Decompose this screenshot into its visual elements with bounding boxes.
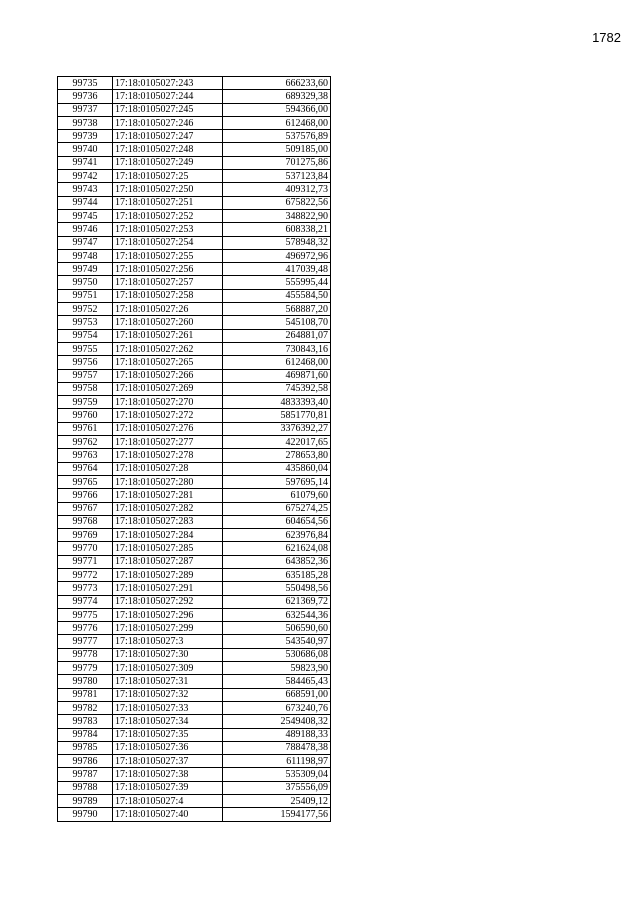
cadastral-number-cell: 17:18:0105027:243 bbox=[113, 77, 223, 90]
row-number-cell: 99769 bbox=[58, 529, 113, 542]
table-row bbox=[58, 595, 331, 608]
table-row bbox=[58, 369, 331, 382]
table-row bbox=[58, 489, 331, 502]
cadastral-value-cell: 584465,43 bbox=[223, 675, 331, 688]
cadastral-value-cell: 5851770,81 bbox=[223, 409, 331, 422]
row-number-cell: 99739 bbox=[58, 130, 113, 143]
row-number-cell: 99746 bbox=[58, 223, 113, 236]
cadastral-value-cell: 545108,70 bbox=[223, 316, 331, 329]
cadastral-number-cell: 17:18:0105027:3 bbox=[113, 635, 223, 648]
cadastral-value-cell: 3376392,27 bbox=[223, 422, 331, 435]
cadastral-number-cell: 17:18:0105027:30 bbox=[113, 648, 223, 661]
cadastral-value-cell: 469871,60 bbox=[223, 369, 331, 382]
row-number-cell: 99735 bbox=[58, 77, 113, 90]
cadastral-number-cell: 17:18:0105027:4 bbox=[113, 795, 223, 808]
row-number-cell: 99747 bbox=[58, 236, 113, 249]
cadastral-number-cell: 17:18:0105027:287 bbox=[113, 555, 223, 568]
table-row bbox=[58, 675, 331, 688]
row-number-cell: 99745 bbox=[58, 209, 113, 222]
table-row bbox=[58, 329, 331, 342]
cadastral-number-cell: 17:18:0105027:292 bbox=[113, 595, 223, 608]
cadastral-number-cell: 17:18:0105027:256 bbox=[113, 263, 223, 276]
row-number-cell: 99750 bbox=[58, 276, 113, 289]
cadastral-number-cell: 17:18:0105027:291 bbox=[113, 582, 223, 595]
table-row bbox=[58, 755, 331, 768]
row-number-cell: 99767 bbox=[58, 502, 113, 515]
row-number-cell: 99785 bbox=[58, 741, 113, 754]
cadastral-number-cell: 17:18:0105027:283 bbox=[113, 515, 223, 528]
cadastral-value-cell: 597695,14 bbox=[223, 475, 331, 488]
row-number-cell: 99743 bbox=[58, 183, 113, 196]
cadastral-number-cell: 17:18:0105027:251 bbox=[113, 196, 223, 209]
cadastral-value-cell: 594366,00 bbox=[223, 103, 331, 116]
cadastral-value-cell: 264881,07 bbox=[223, 329, 331, 342]
page-number: 1782 bbox=[592, 30, 621, 45]
table-row bbox=[58, 130, 331, 143]
cadastral-value-cell: 675274,25 bbox=[223, 502, 331, 515]
row-number-cell: 99748 bbox=[58, 249, 113, 262]
table-row bbox=[58, 90, 331, 103]
cadastral-number-cell: 17:18:0105027:38 bbox=[113, 768, 223, 781]
row-number-cell: 99751 bbox=[58, 289, 113, 302]
cadastral-value-cell: 506590,60 bbox=[223, 622, 331, 635]
cadastral-number-cell: 17:18:0105027:309 bbox=[113, 662, 223, 675]
cadastral-number-cell: 17:18:0105027:282 bbox=[113, 502, 223, 515]
row-number-cell: 99786 bbox=[58, 755, 113, 768]
cadastral-number-cell: 17:18:0105027:37 bbox=[113, 755, 223, 768]
row-number-cell: 99749 bbox=[58, 263, 113, 276]
table-row bbox=[58, 449, 331, 462]
cadastral-number-cell: 17:18:0105027:257 bbox=[113, 276, 223, 289]
cadastral-value-cell: 632544,36 bbox=[223, 608, 331, 621]
cadastral-number-cell: 17:18:0105027:252 bbox=[113, 209, 223, 222]
cadastral-number-cell: 17:18:0105027:270 bbox=[113, 396, 223, 409]
row-number-cell: 99780 bbox=[58, 675, 113, 688]
table-row bbox=[58, 316, 331, 329]
cadastral-value-cell: 348822,90 bbox=[223, 209, 331, 222]
table-row bbox=[58, 276, 331, 289]
table-row bbox=[58, 143, 331, 156]
row-number-cell: 99759 bbox=[58, 396, 113, 409]
table-row bbox=[58, 236, 331, 249]
row-number-cell: 99742 bbox=[58, 170, 113, 183]
cadastral-value-cell: 496972,96 bbox=[223, 249, 331, 262]
cadastral-value-cell: 422017,65 bbox=[223, 436, 331, 449]
cadastral-number-cell: 17:18:0105027:40 bbox=[113, 808, 223, 821]
cadastral-number-cell: 17:18:0105027:276 bbox=[113, 422, 223, 435]
table-row bbox=[58, 648, 331, 661]
cadastral-value-cell: 675822,56 bbox=[223, 196, 331, 209]
table-row bbox=[58, 542, 331, 555]
table-row bbox=[58, 289, 331, 302]
cadastral-value-cell: 643852,36 bbox=[223, 555, 331, 568]
cadastral-number-cell: 17:18:0105027:285 bbox=[113, 542, 223, 555]
row-number-cell: 99763 bbox=[58, 449, 113, 462]
cadastral-value-cell: 455584,50 bbox=[223, 289, 331, 302]
table-row bbox=[58, 356, 331, 369]
cadastral-value-cell: 61079,60 bbox=[223, 489, 331, 502]
table-row bbox=[58, 741, 331, 754]
row-number-cell: 99741 bbox=[58, 156, 113, 169]
table-row bbox=[58, 396, 331, 409]
row-number-cell: 99781 bbox=[58, 688, 113, 701]
cadastral-number-cell: 17:18:0105027:34 bbox=[113, 715, 223, 728]
cadastral-number-cell: 17:18:0105027:253 bbox=[113, 223, 223, 236]
table-row bbox=[58, 249, 331, 262]
cadastral-value-table bbox=[57, 76, 331, 822]
table-row bbox=[58, 209, 331, 222]
cadastral-number-cell: 17:18:0105027:272 bbox=[113, 409, 223, 422]
cadastral-value-cell: 689329,38 bbox=[223, 90, 331, 103]
cadastral-value-cell: 2549408,32 bbox=[223, 715, 331, 728]
row-number-cell: 99787 bbox=[58, 768, 113, 781]
table-row bbox=[58, 303, 331, 316]
cadastral-value-cell: 409312,73 bbox=[223, 183, 331, 196]
cadastral-number-cell: 17:18:0105027:289 bbox=[113, 568, 223, 581]
row-number-cell: 99756 bbox=[58, 356, 113, 369]
cadastral-value-cell: 530686,08 bbox=[223, 648, 331, 661]
row-number-cell: 99761 bbox=[58, 422, 113, 435]
cadastral-number-cell: 17:18:0105027:284 bbox=[113, 529, 223, 542]
table-row bbox=[58, 715, 331, 728]
row-number-cell: 99740 bbox=[58, 143, 113, 156]
row-number-cell: 99736 bbox=[58, 90, 113, 103]
cadastral-value-cell: 635185,28 bbox=[223, 568, 331, 581]
row-number-cell: 99738 bbox=[58, 116, 113, 129]
row-number-cell: 99789 bbox=[58, 795, 113, 808]
cadastral-value-cell: 745392,58 bbox=[223, 382, 331, 395]
table-row bbox=[58, 701, 331, 714]
cadastral-value-cell: 673240,76 bbox=[223, 701, 331, 714]
cadastral-value-cell: 730843,16 bbox=[223, 342, 331, 355]
cadastral-value-cell: 535309,04 bbox=[223, 768, 331, 781]
cadastral-number-cell: 17:18:0105027:249 bbox=[113, 156, 223, 169]
row-number-cell: 99760 bbox=[58, 409, 113, 422]
table-row bbox=[58, 382, 331, 395]
row-number-cell: 99782 bbox=[58, 701, 113, 714]
table-row bbox=[58, 568, 331, 581]
table-row bbox=[58, 502, 331, 515]
cadastral-number-cell: 17:18:0105027:33 bbox=[113, 701, 223, 714]
table-row bbox=[58, 103, 331, 116]
cadastral-value-cell: 435860,04 bbox=[223, 462, 331, 475]
row-number-cell: 99765 bbox=[58, 475, 113, 488]
table-row bbox=[58, 555, 331, 568]
cadastral-value-cell: 621624,08 bbox=[223, 542, 331, 555]
cadastral-number-cell: 17:18:0105027:245 bbox=[113, 103, 223, 116]
cadastral-number-cell: 17:18:0105027:299 bbox=[113, 622, 223, 635]
cadastral-number-cell: 17:18:0105027:36 bbox=[113, 741, 223, 754]
cadastral-number-cell: 17:18:0105027:255 bbox=[113, 249, 223, 262]
row-number-cell: 99768 bbox=[58, 515, 113, 528]
table-row bbox=[58, 608, 331, 621]
table-row bbox=[58, 728, 331, 741]
row-number-cell: 99783 bbox=[58, 715, 113, 728]
row-number-cell: 99754 bbox=[58, 329, 113, 342]
cadastral-value-cell: 1594177,56 bbox=[223, 808, 331, 821]
row-number-cell: 99757 bbox=[58, 369, 113, 382]
cadastral-number-cell: 17:18:0105027:28 bbox=[113, 462, 223, 475]
row-number-cell: 99776 bbox=[58, 622, 113, 635]
cadastral-value-cell: 550498,56 bbox=[223, 582, 331, 595]
row-number-cell: 99737 bbox=[58, 103, 113, 116]
table-row bbox=[58, 768, 331, 781]
cadastral-number-cell: 17:18:0105027:265 bbox=[113, 356, 223, 369]
cadastral-number-cell: 17:18:0105027:281 bbox=[113, 489, 223, 502]
row-number-cell: 99778 bbox=[58, 648, 113, 661]
table-row bbox=[58, 808, 331, 821]
cadastral-number-cell: 17:18:0105027:247 bbox=[113, 130, 223, 143]
cadastral-value-cell: 701275,86 bbox=[223, 156, 331, 169]
cadastral-value-cell: 578948,32 bbox=[223, 236, 331, 249]
table-row bbox=[58, 422, 331, 435]
cadastral-number-cell: 17:18:0105027:248 bbox=[113, 143, 223, 156]
cadastral-number-cell: 17:18:0105027:26 bbox=[113, 303, 223, 316]
cadastral-value-cell: 278653,80 bbox=[223, 449, 331, 462]
table-row bbox=[58, 183, 331, 196]
cadastral-value-cell: 612468,00 bbox=[223, 356, 331, 369]
cadastral-value-cell: 666233,60 bbox=[223, 77, 331, 90]
row-number-cell: 99766 bbox=[58, 489, 113, 502]
table-row bbox=[58, 196, 331, 209]
cadastral-value-cell: 489188,33 bbox=[223, 728, 331, 741]
table-body bbox=[58, 77, 331, 822]
row-number-cell: 99755 bbox=[58, 342, 113, 355]
row-number-cell: 99771 bbox=[58, 555, 113, 568]
row-number-cell: 99762 bbox=[58, 436, 113, 449]
table-row bbox=[58, 342, 331, 355]
table-row bbox=[58, 582, 331, 595]
cadastral-number-cell: 17:18:0105027:261 bbox=[113, 329, 223, 342]
cadastral-value-cell: 568887,20 bbox=[223, 303, 331, 316]
row-number-cell: 99764 bbox=[58, 462, 113, 475]
cadastral-number-cell: 17:18:0105027:269 bbox=[113, 382, 223, 395]
row-number-cell: 99744 bbox=[58, 196, 113, 209]
cadastral-value-cell: 537576,89 bbox=[223, 130, 331, 143]
cadastral-value-cell: 543540,97 bbox=[223, 635, 331, 648]
cadastral-value-cell: 59823,90 bbox=[223, 662, 331, 675]
cadastral-value-cell: 604654,56 bbox=[223, 515, 331, 528]
row-number-cell: 99758 bbox=[58, 382, 113, 395]
row-number-cell: 99775 bbox=[58, 608, 113, 621]
cadastral-value-cell: 375556,09 bbox=[223, 781, 331, 794]
table-row bbox=[58, 635, 331, 648]
cadastral-value-cell: 612468,00 bbox=[223, 116, 331, 129]
cadastral-number-cell: 17:18:0105027:31 bbox=[113, 675, 223, 688]
row-number-cell: 99788 bbox=[58, 781, 113, 794]
cadastral-number-cell: 17:18:0105027:254 bbox=[113, 236, 223, 249]
table-row bbox=[58, 156, 331, 169]
cadastral-value-cell: 621369,72 bbox=[223, 595, 331, 608]
row-number-cell: 99772 bbox=[58, 568, 113, 581]
cadastral-number-cell: 17:18:0105027:278 bbox=[113, 449, 223, 462]
cadastral-number-cell: 17:18:0105027:32 bbox=[113, 688, 223, 701]
cadastral-value-cell: 537123,84 bbox=[223, 170, 331, 183]
table-row bbox=[58, 116, 331, 129]
table-row bbox=[58, 436, 331, 449]
cadastral-number-cell: 17:18:0105027:296 bbox=[113, 608, 223, 621]
cadastral-number-cell: 17:18:0105027:277 bbox=[113, 436, 223, 449]
table-row bbox=[58, 77, 331, 90]
table-row bbox=[58, 263, 331, 276]
row-number-cell: 99770 bbox=[58, 542, 113, 555]
row-number-cell: 99753 bbox=[58, 316, 113, 329]
cadastral-number-cell: 17:18:0105027:246 bbox=[113, 116, 223, 129]
row-number-cell: 99784 bbox=[58, 728, 113, 741]
table-row bbox=[58, 475, 331, 488]
cadastral-number-cell: 17:18:0105027:39 bbox=[113, 781, 223, 794]
row-number-cell: 99752 bbox=[58, 303, 113, 316]
cadastral-number-cell: 17:18:0105027:260 bbox=[113, 316, 223, 329]
cadastral-value-cell: 611198,97 bbox=[223, 755, 331, 768]
cadastral-value-cell: 4833393,40 bbox=[223, 396, 331, 409]
cadastral-value-cell: 509185,00 bbox=[223, 143, 331, 156]
cadastral-number-cell: 17:18:0105027:280 bbox=[113, 475, 223, 488]
table-row bbox=[58, 781, 331, 794]
table-row bbox=[58, 409, 331, 422]
row-number-cell: 99773 bbox=[58, 582, 113, 595]
cadastral-number-cell: 17:18:0105027:35 bbox=[113, 728, 223, 741]
table-row bbox=[58, 223, 331, 236]
cadastral-value-cell: 623976,84 bbox=[223, 529, 331, 542]
table-row bbox=[58, 662, 331, 675]
cadastral-value-cell: 555995,44 bbox=[223, 276, 331, 289]
table-row bbox=[58, 170, 331, 183]
cadastral-number-cell: 17:18:0105027:25 bbox=[113, 170, 223, 183]
row-number-cell: 99779 bbox=[58, 662, 113, 675]
cadastral-value-cell: 608338,21 bbox=[223, 223, 331, 236]
table-row bbox=[58, 462, 331, 475]
cadastral-value-cell: 668591,00 bbox=[223, 688, 331, 701]
cadastral-number-cell: 17:18:0105027:262 bbox=[113, 342, 223, 355]
cadastral-number-cell: 17:18:0105027:258 bbox=[113, 289, 223, 302]
row-number-cell: 99774 bbox=[58, 595, 113, 608]
row-number-cell: 99790 bbox=[58, 808, 113, 821]
row-number-cell: 99777 bbox=[58, 635, 113, 648]
table-row bbox=[58, 688, 331, 701]
table-row bbox=[58, 622, 331, 635]
cadastral-number-cell: 17:18:0105027:266 bbox=[113, 369, 223, 382]
cadastral-value-cell: 25409,12 bbox=[223, 795, 331, 808]
cadastral-number-cell: 17:18:0105027:244 bbox=[113, 90, 223, 103]
cadastral-value-cell: 788478,38 bbox=[223, 741, 331, 754]
cadastral-value-cell: 417039,48 bbox=[223, 263, 331, 276]
table-row bbox=[58, 515, 331, 528]
cadastral-number-cell: 17:18:0105027:250 bbox=[113, 183, 223, 196]
table-row bbox=[58, 795, 331, 808]
table-row bbox=[58, 529, 331, 542]
